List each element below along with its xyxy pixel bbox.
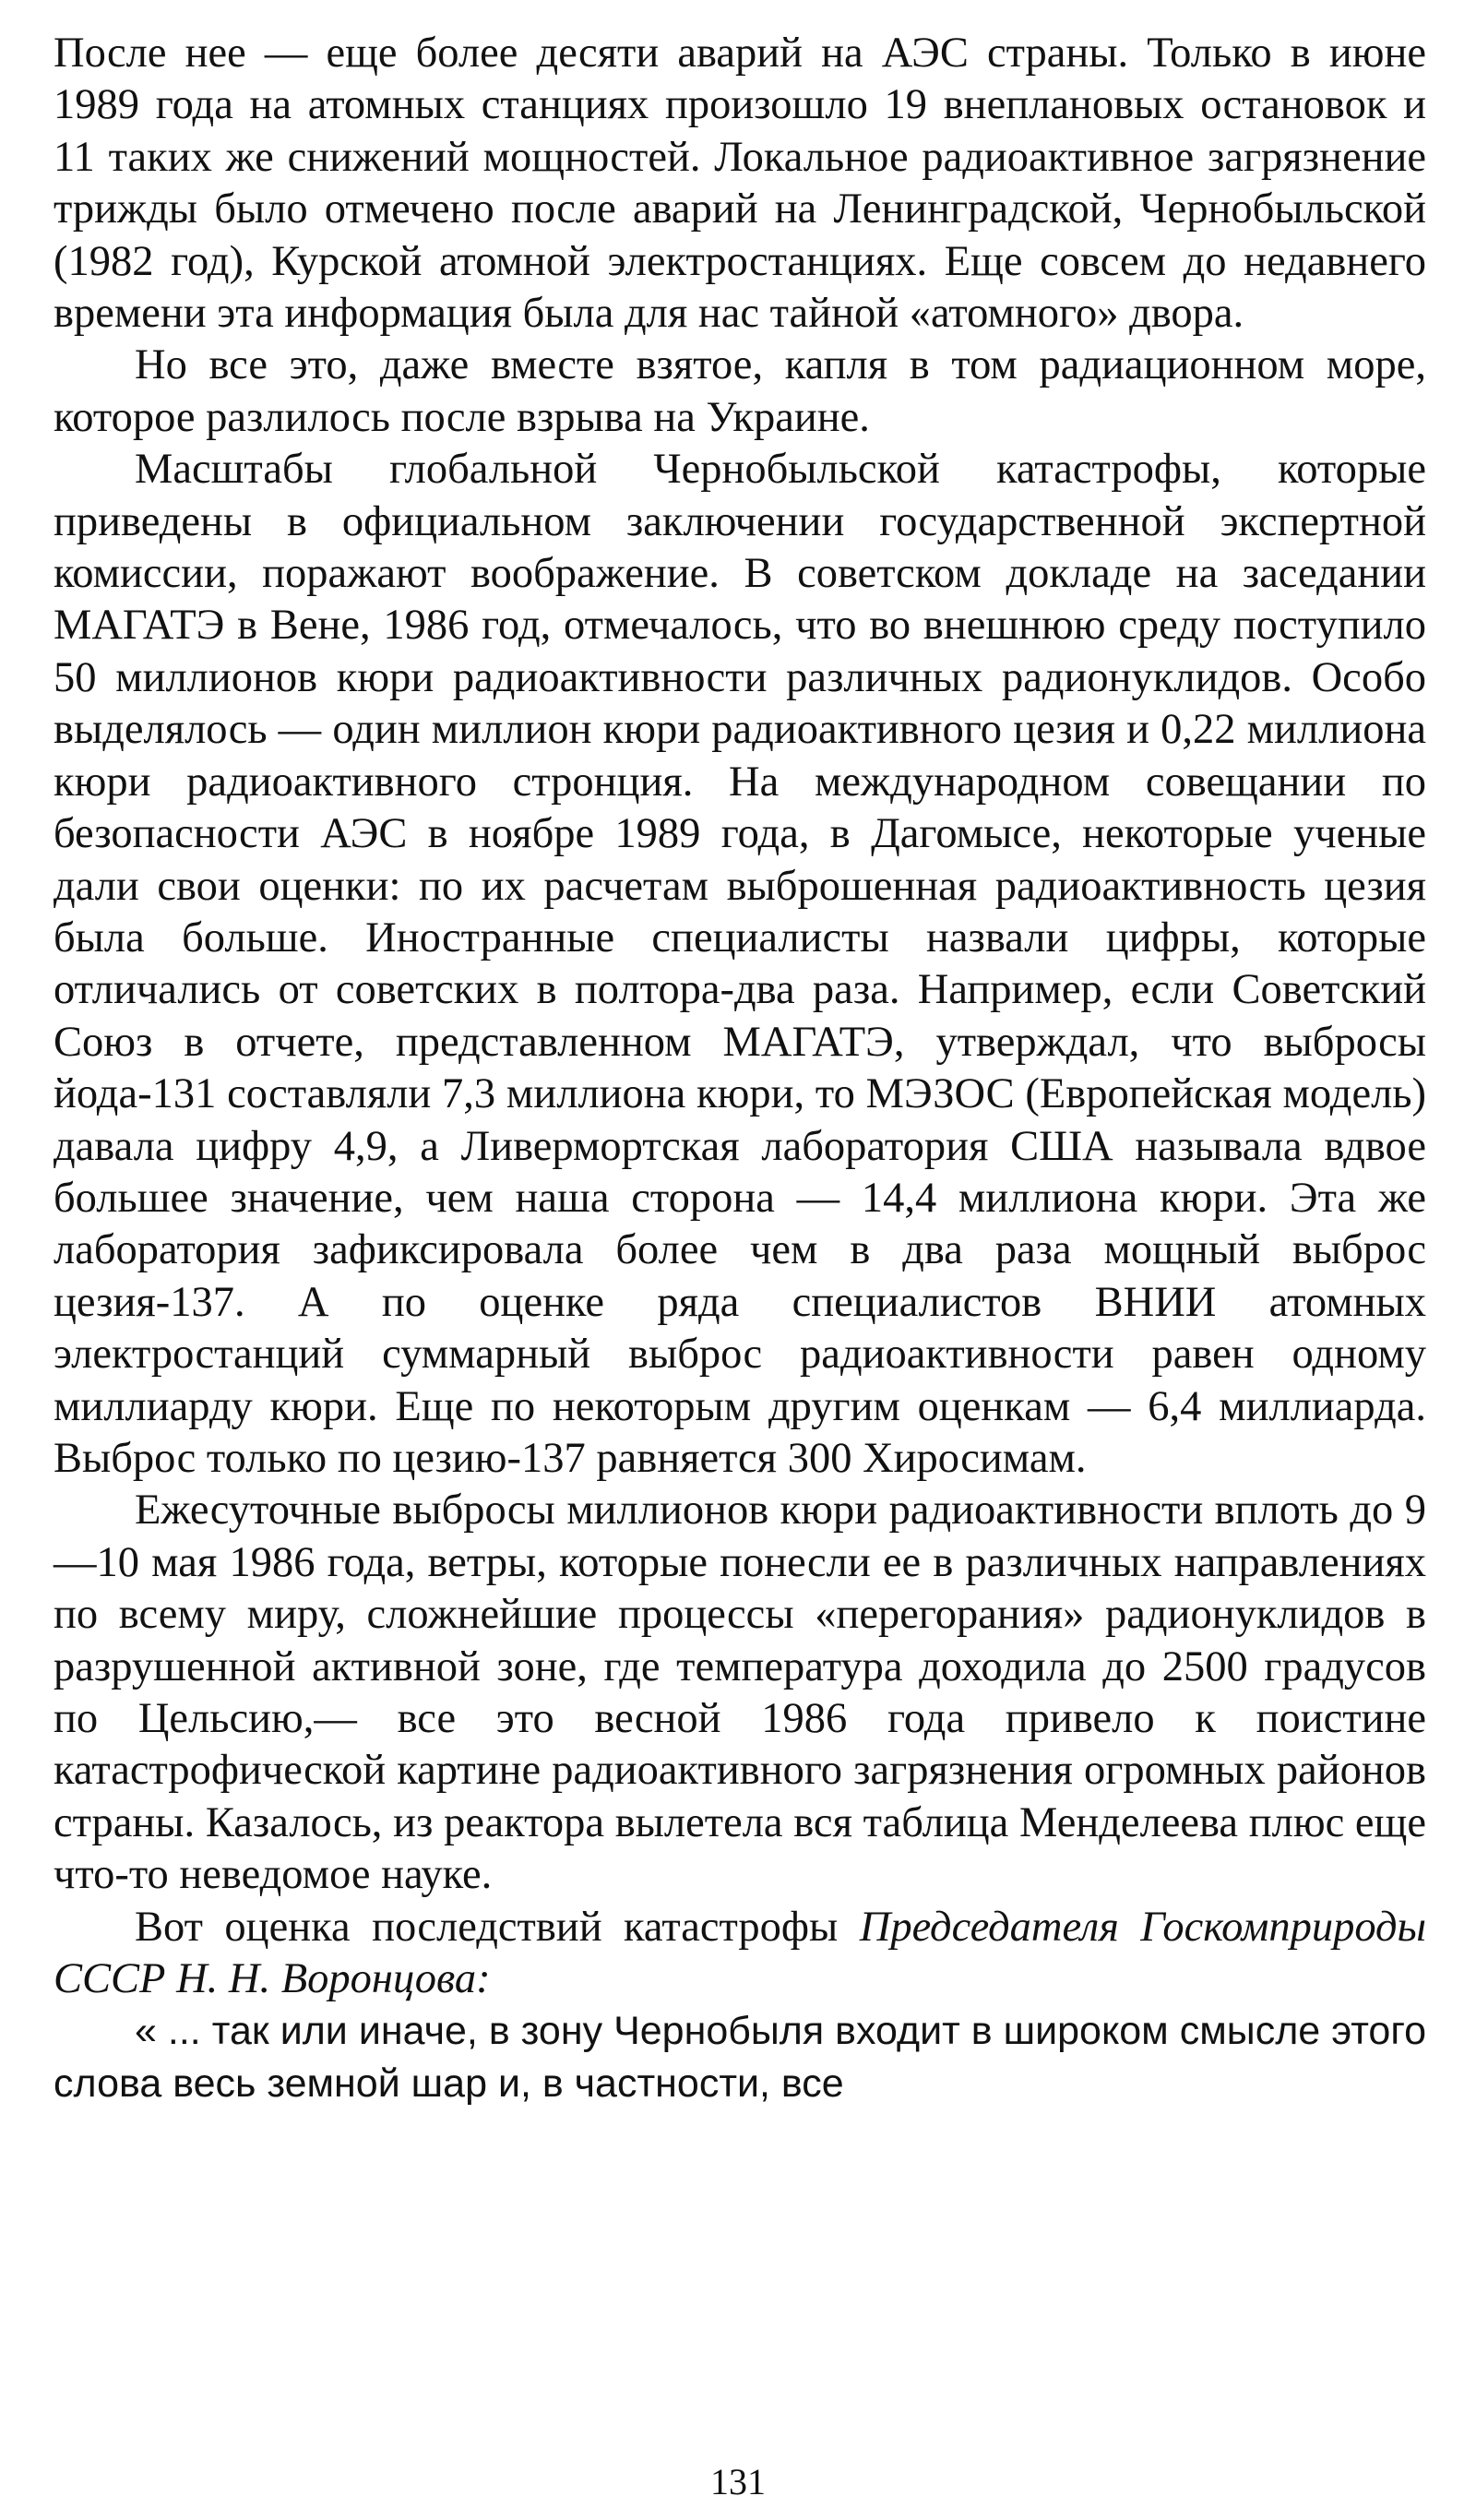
assessment-author: Председателя Госкомприроды СССР Н. Н. Воронцова: <box>54 1903 1426 2003</box>
paragraph-radiation-sea: Но все это, даже вместе взятое, капля в том радиационном море, которое разлилось после взрыва на Украине. <box>54 341 1426 441</box>
document-page <box>54 28 1426 2510</box>
quote-paragraph: « ... так или иначе, в зону Чернобыля входит в широком смысле этого слова весь земной шар и, в частности, все <box>54 2009 1426 2106</box>
paragraph-assessment-intro <box>54 1902 1426 2006</box>
body-text <box>54 28 1426 2109</box>
paragraph-daily-emissions: Ежесуточные выбросы миллионов кюри радиоактивности вплоть до 9—10 мая 1986 года, ветры, которые понесли ее в различных направлениях по всему миру, сложнейшие процессы «перегорания» радионуклидов в разрушенной активной зоне, где температура доходила до 2500 градусов по Цельсию,— все это весной 1986 года привело к поистине катастрофической картине радиоактивного загрязнения огромных районов страны. Казалось, из реактора вылетела вся таблица Менделеева плюс еще что-то неведомое науке. <box>54 1487 1426 1899</box>
assessment-intro-text: Вот оценка последствий катастрофы <box>135 1903 860 1951</box>
paragraph-catastrophe-scale: Масштабы глобальной Чернобыльской катастрофы, которые приведены в официальном заключении государственной экспертной комиссии, поражают воображение. В советском докладе на заседании МАГАТЭ в Вене, 1986 год, отмечалось, что во внешнюю среду поступило 50 миллионов кюри радиоактивности различных радионуклидов. Особо выделялось — один миллион кюри радиоактивного цезия и 0,22 миллиона кюри радиоактивного стронция. На международном совещании по безопасности АЭС в ноябре 1989 года, в Дагомысе, некоторые ученые дали свои оценки: по их расчетам выброшенная радиоактивность цезия была больше. Иностранные специалисты назвали цифры, которые отличались от советских в полтора-два раза. Например, если Советский Союз в отчете, представленном МАГАТЭ, утверждал, что выбросы йода-131 составляли 7,3 миллиона кюри, то МЭЗОС (Европейская модель) давала цифру 4,9, а Ливермортская лаборатория США называла вдвое большее значение, чем наша сторона — 14,4 миллиона кюри. Эта же лаборатория зафиксировала более чем в два раза мощный выброс цезия-137. А по оценке ряда специалистов ВНИИ атомных электростанций суммарный выброс радиоактивности равен одному миллиарду кюри. Еще по некоторым другим оценкам — 6,4 миллиарда. Выброс только по цезию-137 равняется 300 Хиросимам. <box>54 446 1426 1482</box>
page-number: 131 <box>710 2461 766 2502</box>
paragraph-accidents: После нее — еще более десяти аварий на АЭС страны. Только в июне 1989 года на атомных станциях произошло 19 внеплановых остановок и 11 таких же снижений мощностей. Локальное радиоактивное загрязнение трижды было отмечено после аварий на Ленинградской, Чернобыльской (1982 год), Курской атомной электростанциях. Еще совсем до недавнего времени эта информация была для нас тайной «атомного» двора. <box>54 30 1426 338</box>
